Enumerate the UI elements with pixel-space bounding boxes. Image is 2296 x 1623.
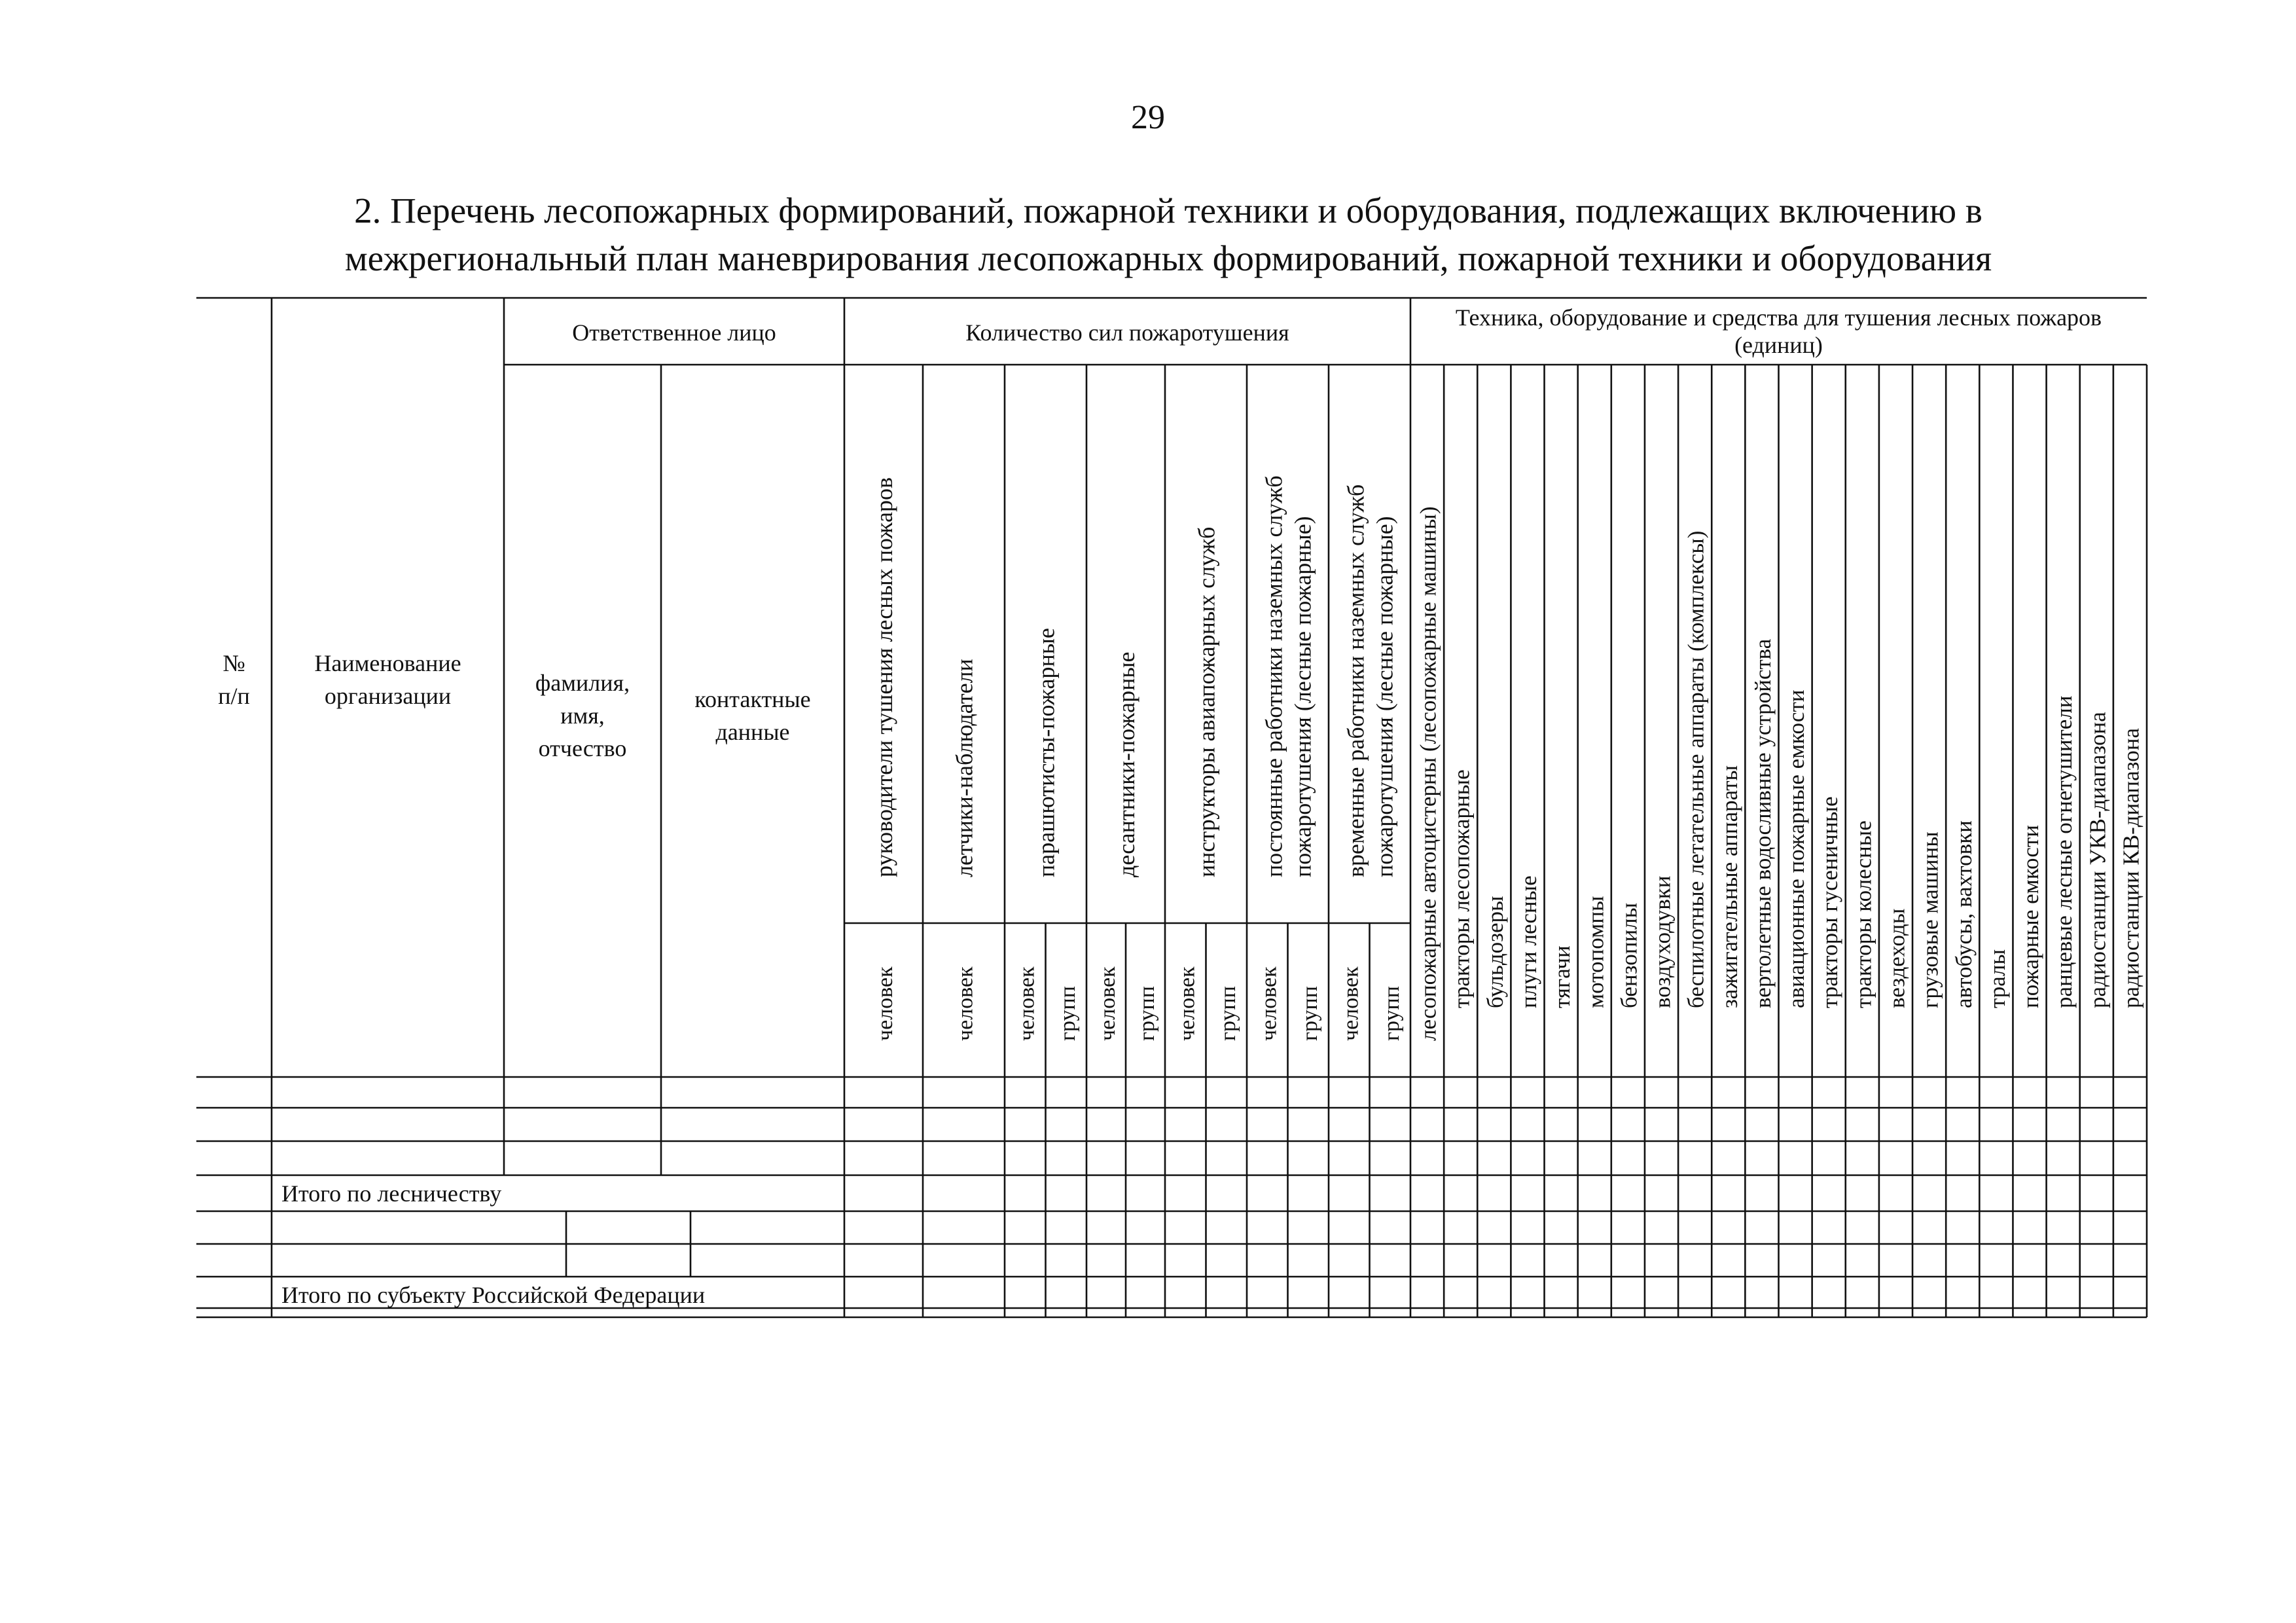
- title-line-1: 2. Перечень лесопожарных формирований, пожарной техники и оборудования, подлежащих включению в: [354, 191, 1982, 230]
- equipment-column-header: плуги лесные: [1515, 875, 1541, 1008]
- responsible-group-header: Ответственное лицо: [572, 319, 776, 346]
- responsible-name-header: имя,: [560, 702, 605, 729]
- unit-people-label: человек: [1338, 966, 1363, 1041]
- unit-people-label: человек: [1014, 966, 1039, 1041]
- unit-groups-label: групп: [1297, 986, 1322, 1041]
- equipment-column-header: грузовые машины: [1917, 831, 1943, 1008]
- unit-people-label: человек: [873, 966, 897, 1041]
- unit-groups-label: групп: [1135, 986, 1159, 1041]
- force-column-header: временные работники наземных служб: [1342, 484, 1369, 877]
- equipment-column-header: радиостанции УКВ-диапазона: [2085, 712, 2111, 1008]
- equipment-column-header: радиостанции КВ-диапазона: [2118, 727, 2144, 1008]
- equipment-column-header: вертолетные водосливные устройства: [1749, 638, 1776, 1008]
- force-column-header: парашютисты-пожарные: [1033, 628, 1060, 877]
- equipment-column-header: ранцевые лесные огнетушители: [2051, 695, 2077, 1008]
- equipment-column-header: бульдозеры: [1482, 896, 1508, 1008]
- unit-people-label: человек: [1257, 966, 1282, 1041]
- unit-people-label: человек: [953, 966, 978, 1041]
- force-column-header: руководители тушения лесных пожаров: [871, 477, 897, 877]
- equipment-column-header: вездеходы: [1884, 908, 1910, 1008]
- forces-group-header: Количество сил пожаротушения: [965, 319, 1289, 346]
- equipment-group-header: (единиц): [1734, 332, 1823, 358]
- unit-groups-label: групп: [1055, 986, 1080, 1041]
- unit-groups-label: групп: [1215, 986, 1240, 1041]
- equipment-column-header: тракторы колесные: [1850, 820, 1876, 1008]
- responsible-contacts-header: данные: [715, 719, 790, 745]
- col-org-header: организации: [324, 683, 452, 709]
- equipment-column-header: бензопилы: [1616, 902, 1642, 1008]
- force-column-header: инструкторы авиапожарных служб: [1193, 526, 1220, 877]
- page-number: 29: [1131, 99, 1165, 136]
- force-column-header: постоянные работники наземных служб: [1261, 475, 1287, 877]
- total-subject-label: Итого по субъекту Российской Федерации: [281, 1282, 706, 1308]
- unit-people-label: человек: [1175, 966, 1200, 1041]
- title-line-2: межрегиональный план маневрирования лесопожарных формирований, пожарной техники и оборудования: [344, 238, 1992, 278]
- responsible-contacts-header: контактные: [694, 686, 811, 712]
- col-number-header: п/п: [218, 683, 250, 709]
- equipment-column-header: мотопомпы: [1583, 896, 1609, 1008]
- equipment-column-header: авиационные пожарные емкости: [1784, 689, 1810, 1008]
- equipment-column-header: тралы: [1984, 949, 2010, 1008]
- equipment-column-header: воздуходувки: [1649, 875, 1676, 1008]
- equipment-column-header: автобусы, вахтовки: [1950, 820, 1977, 1008]
- equipment-group-header: Техника, оборудование и средства для тушения лесных пожаров: [1455, 304, 2102, 331]
- responsible-name-header: фамилия,: [535, 670, 630, 696]
- equipment-column-header: тягачи: [1549, 945, 1575, 1008]
- total-forestry-label: Итого по лесничеству: [281, 1180, 502, 1207]
- unit-people-label: человек: [1096, 966, 1120, 1041]
- equipment-column-header: тракторы гусеничные: [1817, 796, 1843, 1008]
- equipment-column-header: зажигательные аппараты: [1716, 765, 1742, 1008]
- col-org-header: Наименование: [314, 650, 461, 676]
- unit-groups-label: групп: [1379, 986, 1404, 1041]
- force-column-header: пожаротушения (лесные пожарные): [1371, 516, 1398, 877]
- equipment-column-header: тракторы лесопожарные: [1448, 769, 1475, 1008]
- force-column-header: пожаротушения (лесные пожарные): [1289, 516, 1316, 877]
- equipment-column-header: лесопожарные автоцистерны (лесопожарные машины): [1415, 506, 1441, 1041]
- force-column-header: десантники-пожарные: [1113, 651, 1139, 877]
- responsible-name-header: отчество: [538, 735, 627, 761]
- equipment-column-header: пожарные емкости: [2018, 825, 2044, 1008]
- force-column-header: летчики-наблюдатели: [951, 659, 978, 877]
- equipment-column-header: беспилотные летательные аппараты (комплексы): [1683, 530, 1709, 1008]
- col-number-header: №: [223, 650, 245, 676]
